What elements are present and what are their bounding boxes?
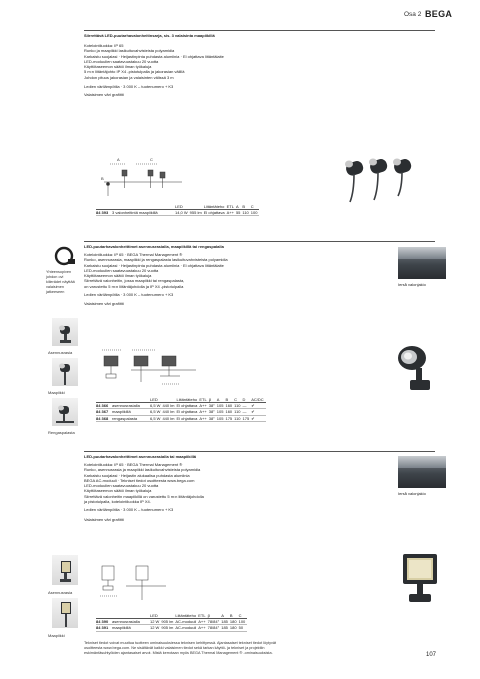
- col-header: Liitäntäteho: [175, 613, 198, 619]
- table-cell: ✔: [251, 415, 265, 421]
- brand-logo: BEGA: [425, 9, 453, 19]
- table-cell: ✔: [251, 409, 265, 415]
- section3-specs: [84, 462, 204, 522]
- table-row: [96, 409, 266, 415]
- beam-pattern-image: [398, 456, 446, 488]
- table-cell: 180: [229, 619, 237, 625]
- section2-dimension-drawing: [96, 346, 206, 394]
- table-row: [96, 415, 266, 421]
- table-cell: maapiikillä: [112, 625, 150, 631]
- spec-line: LED-moduulien saatavuustakuu 20 vuotta: [84, 483, 159, 489]
- table-row: [96, 619, 247, 625]
- table-cell: 110: [242, 210, 249, 216]
- col-header: Liitäntäteho: [176, 397, 199, 403]
- footer-line: osoitteesta www.bega.com. Ne sisältävät kaikki valaisimen tiedot sekä tarkan käyttö‑ ja tekniset ja projektiin: [84, 646, 265, 650]
- table-row: [96, 625, 247, 631]
- product-number: 84 393: [96, 210, 112, 216]
- table-cell: 6,5 W: [150, 403, 161, 409]
- section1-table: [96, 204, 259, 216]
- color-line: Valaisimen väri grafiitti: [84, 301, 124, 307]
- table-cell: 185: [221, 619, 228, 625]
- table-cell: 110: [234, 409, 241, 415]
- table-cell: 175: [242, 415, 250, 421]
- spec-line: LED-moduulien saatavuustakuu 20 vuotta: [84, 58, 159, 64]
- thumb-rengaspalasta: [52, 398, 78, 426]
- section3-title: LED-puutarhavalonheittimet asennusrasialla tai maapiikillä: [84, 454, 197, 459]
- table-cell: 175: [225, 415, 233, 421]
- col-header: A: [217, 397, 226, 403]
- thumb-label: Asennusrasia: [48, 590, 73, 595]
- section1-dimension-drawing: [96, 158, 186, 198]
- side-note: Yhteensopiven johdon ovi kiilerädet näyttää valaisimen jatkeeseen: [46, 270, 75, 294]
- section3-top-rule: [84, 451, 435, 452]
- table-cell: 440 lm: [162, 409, 175, 415]
- table-cell: 110: [234, 403, 241, 409]
- table-cell: asennusrasialla: [112, 403, 150, 409]
- table-cell: 105: [216, 403, 224, 409]
- table-cell: 55: [235, 210, 241, 216]
- product-number: 84 367: [96, 409, 112, 415]
- section3-table: [96, 613, 247, 632]
- section-label: Osa 2: [404, 11, 422, 18]
- section2-title: LED-puutarhavalonheittimet asennusrasialla, maapiikillä tai rengaspalalla: [84, 244, 224, 249]
- spec-line: ja pistotulpalla, kotelointiluokka IP X4.: [84, 499, 151, 505]
- col-header: β: [208, 613, 222, 619]
- thumb-asennusrasia: [52, 555, 78, 585]
- table-cell: A++: [199, 409, 207, 415]
- table-cell: 38°: [208, 415, 215, 421]
- table-cell: 955 lm: [189, 210, 202, 216]
- table-cell: El ohjattava: [176, 403, 198, 409]
- col-header: Liitäntäteho: [204, 204, 227, 210]
- table-row: [96, 210, 259, 216]
- beam-caption: Ierså valonjakio: [398, 491, 426, 496]
- spec-line: BEGA AC-moduuli · Tekniset tiedot osoitteesta www.bega.com: [84, 477, 195, 483]
- section1-top-rule: [84, 30, 435, 31]
- table-cell: 105: [216, 409, 224, 415]
- product-number: 84 368: [96, 415, 112, 421]
- section2-specs: [84, 252, 228, 307]
- table-cell: 50: [239, 625, 248, 631]
- dim-b-label: B: [101, 176, 104, 181]
- spec-line: Runko, asennusrasia ja maapiikki lasikuituvahvisteista polyamidia: [84, 467, 201, 473]
- thumb-label: Asennusrasia: [48, 350, 73, 355]
- table-cell: 38°: [208, 409, 215, 415]
- thumb-maapiikki: [52, 358, 78, 386]
- table-cell: A++: [226, 210, 234, 216]
- section1-product-photo: [340, 152, 440, 207]
- col-header: LED: [150, 613, 161, 619]
- table-cell: 6,5 W: [150, 415, 161, 421]
- col-header: ETL: [198, 613, 206, 618]
- dim-c-label: C: [150, 157, 153, 162]
- page-number: 107: [426, 652, 437, 658]
- spec-line: Käyttötaseemon säätö ilman työkaluja: [84, 64, 152, 70]
- color-temp-line: Ledien värilämpötila · 3 000 K – tuotenumero + K3: [84, 292, 174, 298]
- thumb-maapiikki: [52, 598, 78, 628]
- dim-a-label: A: [117, 157, 120, 162]
- section1-title: Siirrettävä LED-puutarhavalonheitinsarja, sis. 3 valaisinta maapiikillä: [84, 33, 215, 38]
- spec-line: Kotelointiluokka: IP 65 · BEGA Thermal Management ®: [84, 462, 183, 467]
- col-header: B: [242, 204, 250, 210]
- table-cell: 105: [216, 415, 224, 421]
- col-header: LED: [175, 204, 190, 210]
- beam-pattern-image: [398, 247, 446, 279]
- col-header: β: [209, 397, 217, 403]
- product-number: 84 390: [96, 619, 112, 625]
- color-temp-line: Ledien värilämpötila · 3 000 K – tuotenumero + K3: [84, 507, 174, 513]
- table-cell: AC-moduuli: [175, 619, 197, 625]
- table-cell: El ohjattava: [203, 210, 225, 216]
- spec-line: Johdon pituus jakorasian ja valaisinten välissä 3 m: [84, 74, 174, 80]
- color-line: Valaisimen väri grafiitti: [84, 92, 124, 98]
- table-cell: 100: [238, 619, 246, 625]
- cable-plug-image: [52, 245, 78, 267]
- spec-line: Karkaistu suojalasi · Heijastin alukaalisa puhdasta alumiinia: [84, 472, 190, 478]
- spec-line: Runko ja maapiikki lasikuituvahvisteista polyamidia: [84, 48, 175, 54]
- table-cell: ✔: [251, 403, 265, 409]
- table-cell: AC-moduuli: [175, 625, 197, 631]
- col-header: A: [221, 613, 230, 619]
- table-cell: asennusrasialla: [112, 619, 150, 625]
- table-cell: 905 lm: [161, 619, 174, 625]
- spec-line: Siirrettävä valonheitin maapiikillä on varustettu 5 m:n liitäntäjohdolla: [84, 493, 204, 499]
- table-cell: A++: [198, 619, 206, 625]
- table-cell: El ohjattava: [176, 415, 198, 421]
- table-cell: 160: [225, 409, 233, 415]
- table-cell: 905 lm: [161, 625, 174, 631]
- col-header: LED: [150, 397, 162, 403]
- col-header: ETL: [226, 204, 234, 209]
- table-cell: 185: [221, 625, 228, 631]
- col-header: B: [225, 397, 234, 403]
- table-cell: El ohjattava: [176, 409, 198, 415]
- thumb-label: Maapiikki: [48, 633, 65, 638]
- spec-line: 5 m:n liitäntäjohto IP X4 -pistotulpalla ja jakorasian välillä: [84, 69, 185, 75]
- thumb-asennusrasia: [52, 318, 78, 346]
- table-cell: 12 W: [150, 625, 160, 631]
- table-cell: 3 valonheitintä maapiikillä: [112, 210, 175, 216]
- spec-line: Runko, asennusrasia, maapiikki ja rengaspalasta lasikuituvahvisteista polyamidia: [84, 257, 228, 263]
- table-cell: 180: [229, 625, 237, 631]
- color-temp-line: Ledien värilämpötila · 3 000 K – tuotenumero + K3: [84, 84, 174, 90]
- spec-line: on varustettu 5 m:n liitäntäjohdolla ja IP X4 -pistotulpalla: [84, 283, 184, 289]
- product-number: 84 366: [96, 403, 112, 409]
- thumb-label: Rengaspalasta: [48, 430, 75, 435]
- table-cell: 110: [234, 415, 241, 421]
- product-number: 84 391: [96, 625, 112, 631]
- col-header: C: [239, 613, 248, 619]
- col-header: A: [236, 204, 242, 210]
- table-cell: A++: [199, 403, 207, 409]
- section1-specs: [84, 43, 224, 98]
- section2-top-rule: [84, 241, 435, 242]
- table-cell: 14,0 W: [175, 210, 188, 216]
- table-cell: maapiikillä: [112, 409, 150, 415]
- spec-line: Siirrettävä valonheitin, jossa maapiikki tai rengaspalasta,: [84, 278, 185, 284]
- table-cell: rengaspalasta: [112, 415, 150, 421]
- section3-dimension-drawing: [96, 560, 176, 610]
- footer-line: Tekniset tiedot voivat muuttua tuotteen ominaisuuksiessa teknisen kehittyessä. Ajantasaiset tekniset tiedot löytyvät: [84, 641, 277, 645]
- beam-caption: Ierså valonjakio: [398, 282, 426, 287]
- col-header: AC/DC: [251, 397, 264, 402]
- table-cell: 440 lm: [162, 403, 175, 409]
- section2-product-photo: [392, 340, 442, 395]
- table-cell: A++: [198, 625, 206, 631]
- col-header: C: [234, 397, 242, 403]
- spec-line: Käyttötaseemon säätö ilman työkaluja: [84, 273, 152, 279]
- col-header: C: [251, 204, 260, 210]
- footer-note: [84, 641, 276, 656]
- spec-line: Käyttötaseemon säätö ilman työkaluja: [84, 488, 152, 494]
- table-cell: —: [243, 403, 252, 409]
- col-header: B: [230, 613, 239, 619]
- footer-line: eskimäntäsuhtyöiden ajantasaiset arvot. Mistä kerrotaan myös BEGA Thermal Management ® -ominaisuuksista.: [84, 651, 273, 655]
- col-header: D: [243, 397, 252, 403]
- table-cell: —: [243, 409, 252, 415]
- table-cell: 78/84°: [207, 625, 220, 631]
- table-cell: 100: [250, 210, 258, 216]
- table-cell: 440 lm: [162, 415, 175, 421]
- spec-line: Kotelointiluokka: IP 65: [84, 43, 124, 48]
- table-cell: 78/84°: [207, 619, 220, 625]
- col-header: ETL: [199, 397, 207, 402]
- thumb-label: Maapiikki: [48, 390, 65, 395]
- color-line: Valaisimen väri grafiitti: [84, 516, 124, 522]
- table-row: [96, 403, 266, 409]
- section2-table: [96, 397, 266, 422]
- table-cell: 6,5 W: [150, 409, 161, 415]
- spec-line: Karkaistu suojalasi · Heijastinpinta puhdasta alumiinia · El ohjattava liitäntälaite: [84, 53, 224, 59]
- spec-line: LED-moduulien saatavuustakuu 20 vuotta: [84, 267, 159, 273]
- spec-line: Kotelointiluokka: IP 65 · BEGA Thermal Management ®: [84, 252, 183, 257]
- section3-product-photo: [395, 550, 445, 608]
- spec-line: Karkaistu suojalasi · Heijastinpinta puhdasta alumiinia · El ohjattava liitäntälaite: [84, 262, 224, 268]
- table-cell: 160: [225, 403, 233, 409]
- table-cell: 12 W: [150, 619, 160, 625]
- table-cell: 38°: [208, 403, 215, 409]
- table-cell: A++: [199, 415, 207, 421]
